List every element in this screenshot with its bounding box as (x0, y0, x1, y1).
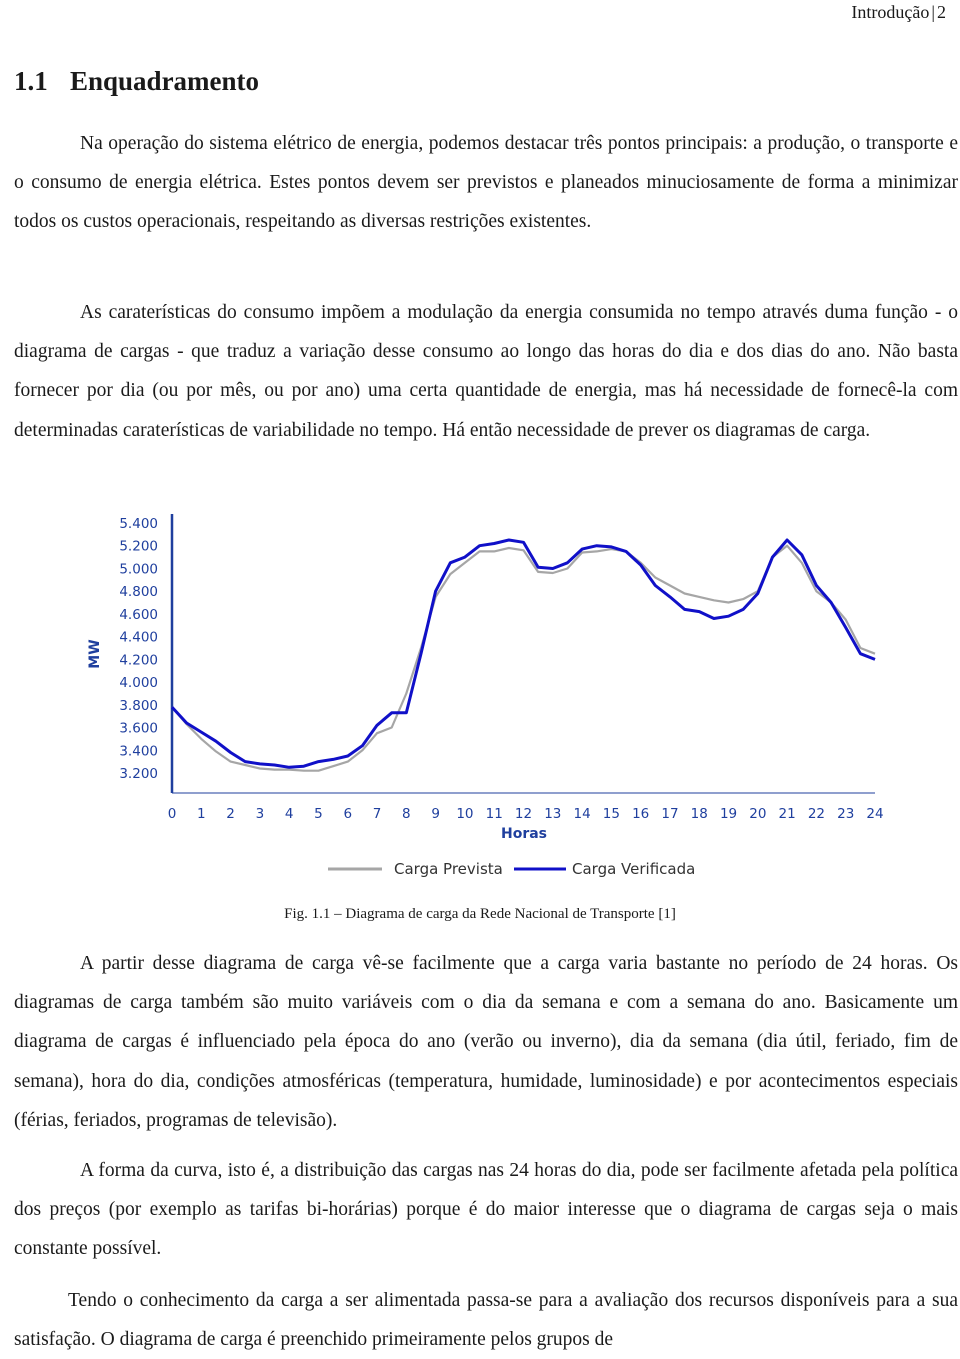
header-separator: | (931, 2, 935, 22)
series-line-verificada (172, 540, 875, 767)
paragraph-4: A forma da curva, isto é, a distribuição das cargas nas 24 horas do dia, pode ser facilmente afetada pela política dos preços (por exemplo as tarifas bi-horárias) porque é do maior interesse que o diagrama de cargas seja o mais constante possível. (14, 1160, 958, 1260)
legend-label-verificada: Carga Verificada (572, 860, 696, 878)
x-tick-label: 16 (632, 806, 650, 822)
x-tick-label: 13 (544, 806, 562, 822)
y-tick-label: 5.400 (119, 516, 158, 532)
x-tick-label: 3 (255, 806, 265, 822)
x-tick-label: 20 (749, 806, 767, 822)
y-tick-label: 5.200 (119, 538, 158, 555)
paragraph-1: Na operação do sistema elétrico de energia, podemos destacar três pontos principais: a produção, o transporte e o consumo de energia elétrica. Estes pontos devem ser previstos e planeados minuciosamente de forma a minimizar todos os custos operacionais, respeitando as diversas restrições existentes. (14, 133, 958, 233)
legend-label-prevista: Carga Prevista (394, 860, 503, 878)
load-diagram-figure (80, 506, 890, 886)
x-tick-label: 23 (837, 806, 855, 822)
x-tick-label: 7 (372, 806, 382, 822)
section-title: Enquadramento (70, 66, 260, 96)
paragraph-2: As caraterísticas do consumo impõem a modulação da energia consumida no tempo através duma função - o diagrama de cargas - que traduz a variação desse consumo ao longo das horas do dia e dos dias do ano. Não basta fornecer por dia (ou por mês, ou por ano) uma certa quantidade de energia, mas há necessidade de fornecê-la com determinadas caraterísticas de variabilidade no tempo. Há então necessidade de prever os diagramas de carga. (14, 302, 958, 441)
y-tick-label: 4.600 (119, 606, 158, 623)
x-tick-label: 0 (167, 806, 177, 822)
x-tick-label: 21 (778, 806, 796, 822)
y-tick-label: 4.800 (119, 584, 158, 601)
section-number: 1.1 (14, 66, 48, 96)
y-tick-label: 3.600 (119, 720, 158, 737)
section-heading (14, 66, 259, 97)
y-axis-title: MW (87, 639, 103, 669)
series-group (172, 540, 875, 771)
running-header (851, 0, 946, 24)
y-tick-label: 3.200 (119, 766, 158, 782)
series-line-prevista (172, 546, 875, 771)
x-tick-label: 8 (402, 806, 411, 822)
x-tick-label: 5 (314, 806, 323, 822)
x-tick-label: 12 (514, 806, 533, 822)
x-tick-label: 17 (661, 806, 679, 822)
x-tick-label: 2 (226, 806, 235, 822)
x-tick-label: 11 (485, 806, 503, 822)
x-axis-title: Horas (500, 826, 548, 842)
y-tick-label: 4.400 (119, 629, 158, 646)
y-tick-label: 3.400 (119, 743, 158, 760)
x-axis-ticks (168, 806, 884, 822)
x-tick-label: 6 (343, 806, 353, 822)
header-page-number: 2 (937, 2, 946, 22)
x-tick-label: 19 (719, 806, 738, 822)
figure-caption: Fig. 1.1 – Diagrama de carga da Rede Nacional de Transporte [1] (284, 906, 676, 922)
x-tick-label: 18 (690, 806, 708, 822)
x-tick-label: 22 (807, 806, 826, 822)
y-tick-label: 5.000 (119, 561, 158, 578)
x-tick-label: 4 (284, 806, 294, 822)
x-tick-label: 1 (196, 806, 206, 822)
y-tick-label: 4.000 (119, 675, 158, 692)
paragraph-5: Tendo o conhecimento da carga a ser alimentada passa-se para a avaliação dos recursos disponíveis para a sua satisfação. O diagrama de carga é preenchido primeiramente pelos grupos de (14, 1290, 958, 1351)
x-tick-label: 14 (573, 806, 591, 822)
x-tick-label: 24 (866, 806, 884, 822)
y-tick-label: 4.200 (119, 652, 158, 669)
x-tick-label: 15 (602, 806, 620, 822)
x-tick-label: 10 (456, 806, 474, 822)
y-tick-label: 3.800 (119, 697, 158, 714)
paragraph-3: A partir desse diagrama de carga vê-se facilmente que a carga varia bastante no período de 24 horas. Os diagramas de carga também são muito variáveis com o dia da semana e com a semana do ano. Basicamente um diagrama de cargas é influenciado pela época do ano (verão ou inverno), dia da semana (dia útil, feriado, fim de semana), hora do dia, condições atmosféricas (temperatura, humidade, luminosidade) e por acontecimentos especiais (férias, feriados, programas de televisão). (14, 953, 958, 1131)
y-axis-ticks (119, 516, 158, 782)
load-diagram-chart (80, 506, 890, 886)
header-chapter: Introdução (851, 2, 930, 22)
x-tick-label: 9 (431, 806, 440, 822)
